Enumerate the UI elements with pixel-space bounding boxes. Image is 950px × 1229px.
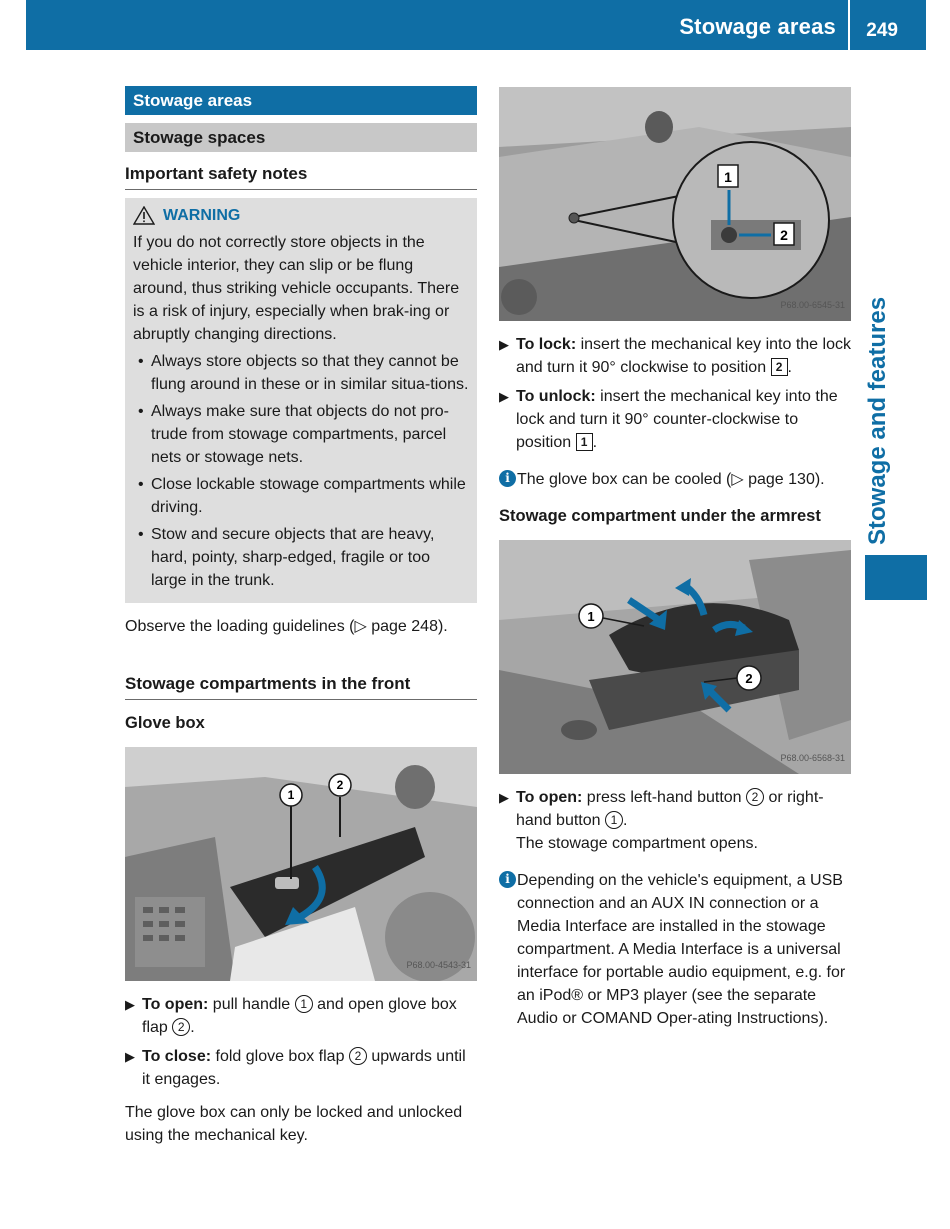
warning-bullet: • Always store objects so that they cannot be flung around in these or in similar situa-tions. <box>133 350 469 396</box>
page-number: 249 <box>866 20 898 41</box>
warning-triangle-icon <box>133 206 155 225</box>
photo-caption: P68.00-6545-31 <box>780 300 845 310</box>
armrest-heading: Stowage compartment under the armrest <box>499 507 821 525</box>
side-section-title: Stowage and features <box>864 296 891 545</box>
svg-text:2: 2 <box>745 671 753 686</box>
info-icon: i <box>499 871 516 888</box>
armrest-illustration <box>499 540 851 774</box>
loading-guidelines-note: Observe the loading guidelines (▷ page 248). <box>125 618 448 635</box>
svg-text:1: 1 <box>587 609 595 624</box>
svg-text:2: 2 <box>780 227 788 243</box>
position-marker: 1 <box>605 811 623 829</box>
photo-caption: P68.00-6568-31 <box>780 753 845 763</box>
side-tab-marker <box>865 555 927 600</box>
page-header <box>26 0 926 50</box>
warning-title: WARNING <box>133 204 469 227</box>
lock-illustration <box>499 87 851 321</box>
info-media-interface: i Depending on the vehicle's equipment, a USB connection and an AUX IN connection or a Media Interface are installed in the stowage compartment. A Media Interface is a universal interface for portable audio equipment, e.g. for an iPod® or MP3 player (see the separate Audio or COMAND Oper-ating Instructions). <box>499 869 851 1030</box>
step-open-armrest: ▶ To open: press left-hand button 2 or right-hand button 1 . The stowage compartment opens. <box>499 786 851 855</box>
left-column <box>125 86 477 1147</box>
warning-bullet: • Stow and secure objects that are heavy, hard, pointy, sharp-edged, fragile or too large in the trunk. <box>133 523 469 592</box>
warning-bullet: • Always make sure that objects do not pro-trude from stowage compartments, parcel nets or stowage nets. <box>133 400 469 469</box>
step-arrow-icon: ▶ <box>499 337 509 352</box>
glove-box-photo <box>125 747 477 981</box>
armrest-photo <box>499 540 851 774</box>
step-lock: ▶ To lock: insert the mechanical key into the lock and turn it 90° clockwise to position 2 . <box>499 333 851 379</box>
step-arrow-icon: ▶ <box>499 389 509 404</box>
svg-text:1: 1 <box>724 169 732 185</box>
safety-notes-heading: Important safety notes <box>125 162 477 190</box>
warning-bullet: • Close lockable stowage compartments while driving. <box>133 473 469 519</box>
front-compartments-heading: Stowage compartments in the front <box>125 672 477 700</box>
position-marker: 2 <box>771 358 788 376</box>
svg-text:2: 2 <box>336 778 344 792</box>
step-close-glove-box: ▶ To close: fold glove box flap 2 upwards until it engages. <box>125 1045 477 1091</box>
position-marker: 2 <box>349 1047 367 1065</box>
glove-box-heading: Glove box <box>125 714 205 732</box>
position-marker: 2 <box>172 1018 190 1036</box>
step-arrow-icon: ▶ <box>499 790 509 805</box>
step-open-glove-box: ▶ To open: pull handle 1 and open glove box flap 2 . <box>125 993 477 1039</box>
warning-bullets <box>133 350 469 592</box>
header-title: Stowage areas <box>679 14 836 39</box>
step-unlock: ▶ To unlock: insert the mechanical key into the lock and turn it 90° counter-clockwise to position 1 . <box>499 385 851 454</box>
section-bar-stowage-spaces: Stowage spaces <box>125 123 477 152</box>
position-marker: 1 <box>576 433 593 451</box>
step-arrow-icon: ▶ <box>125 1049 135 1064</box>
armrest-open-result: The stowage compartment opens. <box>516 835 758 852</box>
glove-box-lock-note: The glove box can only be locked and unlocked using the mechanical key. <box>125 1104 463 1144</box>
right-column <box>499 86 851 1030</box>
photo-caption: P68.00-4543-31 <box>406 960 471 970</box>
svg-text:1: 1 <box>287 788 295 802</box>
info-glove-box-cooling: i The glove box can be cooled (▷ page 130). <box>499 468 851 491</box>
section-bar-stowage-areas: Stowage areas <box>125 86 477 115</box>
position-marker: 2 <box>746 788 764 806</box>
warning-body: If you do not correctly store objects in the vehicle interior, they can slip or be flung around, thus striking vehicle occupants. There is a risk of injury, especially when brak-ing or abruptly changing directions. <box>133 234 460 343</box>
glove-box-illustration <box>125 747 477 981</box>
header-divider <box>848 0 850 50</box>
position-marker: 1 <box>295 995 313 1013</box>
warning-box <box>125 198 477 603</box>
step-arrow-icon: ▶ <box>125 997 135 1012</box>
glove-box-lock-photo <box>499 87 851 321</box>
info-icon: i <box>499 470 516 487</box>
